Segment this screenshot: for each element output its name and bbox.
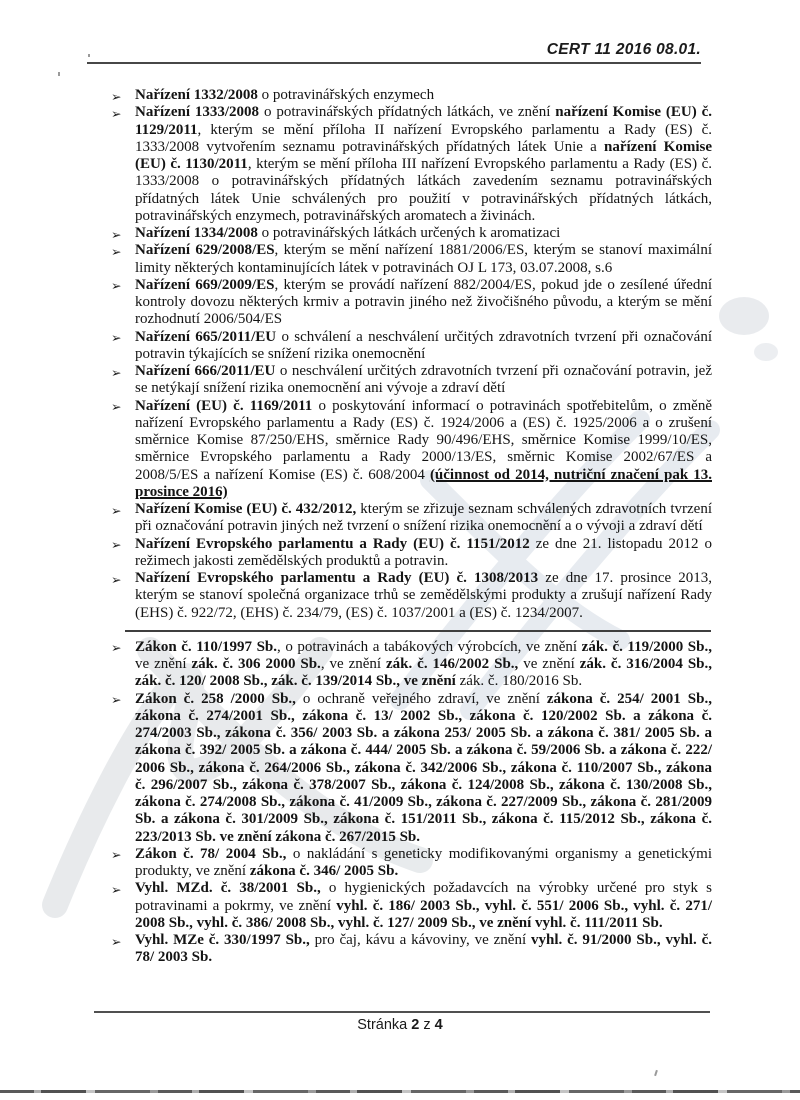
text-segment: Nařízení 666/2011/EU (135, 363, 276, 379)
text-segment: Nařízení 1333/2008 (135, 104, 260, 121)
list-item (100, 691, 712, 846)
text-segment: vyhl. č. 91/2000 Sb., vyhl. č. 78/ 2003 Sb. (135, 932, 713, 966)
text-segment: , kterým se provádí nařízení 882/2004/ES, pokud jde o zesílené úřední kontroly dovozu některých krmiv a potravin jiného než živočišného původu, a kterým se mění rozhodnutí 2006/504/ES (135, 276, 712, 328)
text-segment: Nařízení 669/2009/ES (135, 276, 275, 293)
bullet-arrow-icon: ➢ (111, 571, 122, 587)
section-eu-regulations (100, 87, 712, 622)
scan-speck (654, 1070, 658, 1076)
footer-rule (94, 1011, 710, 1013)
bullet-arrow-icon: ➢ (111, 330, 122, 345)
list-item-text (135, 639, 712, 690)
list-item (100, 536, 712, 571)
text-segment: ze dne 17. prosince 2013, kterým se stanoví společná organizace trhů se zemědělskými produkty a zrušují nařízení Rady (EHS) č. 922/72, (EHS) č. 234/79, (ES) č. 1037/2001 a (ES) č. 1234/2007. (135, 570, 712, 621)
list-item-text (135, 691, 712, 845)
list-item (100, 932, 712, 967)
list-item-text (135, 87, 434, 103)
list-item (100, 880, 712, 932)
list-item-text (135, 846, 712, 879)
bullet-arrow-icon: ➢ (111, 933, 122, 949)
section-national-laws (100, 639, 712, 967)
list-item (100, 242, 712, 277)
text-segment: vyhl. č. 186/ 2003 Sb., vyhl. č. 551/ 2006 Sb., vyhl. č. 271/ 2008 Sb., vyhl. č. 386/ 2008 Sb., vyhl. č. 127/ 2009 Sb., ve znění vyhl. č. 111/2011 Sb. (135, 897, 713, 931)
text-segment: zák. č. 306 2000 Sb. (191, 656, 321, 672)
text-segment: z (419, 1017, 435, 1033)
text-segment: (účinnost od 2014, nutriční značení pak 13. prosince 2016) (135, 466, 712, 500)
text-segment: Nařízení Evropského parlamentu a Rady (EU) č. 1308/2013 (135, 570, 539, 586)
text-segment: Stránka (357, 1017, 412, 1033)
text-segment: o potravinářských látkách určených k aromatizaci (257, 225, 561, 241)
text-segment: 2 (411, 1017, 420, 1033)
list-item (100, 846, 712, 881)
text-segment: nařízení Komise (EU) č. 1129/2011 (135, 104, 712, 138)
text-segment: ze dne 21. listopadu 2012 o režimech jakosti zemědělských produktů a potravin. (135, 535, 712, 569)
text-segment: Vyhl. MZe č. 330/1997 Sb., (135, 932, 310, 948)
text-segment: Nařízení 665/2011/EU (135, 328, 277, 345)
text-segment: pro čaj, kávu a kávoviny, ve znění (309, 932, 531, 948)
bullet-arrow-icon: ➢ (111, 278, 122, 294)
text-segment: , kterým se mění příloha II nařízení Evropského parlamentu a Rady (ES) č. 1333/2008 vytvořením seznamu potravinářských přídatných látek Unie a (135, 121, 712, 155)
text-segment: ve znění (135, 656, 192, 672)
list-item-text (135, 225, 560, 241)
text-segment: 4 (434, 1017, 443, 1033)
page-number-label (0, 1017, 800, 1033)
text-segment: o hygienických požadavcích na výrobky určené pro styk s potravinami a pokrmy, ve znění (135, 880, 712, 914)
text-segment: o nakládání s geneticky modifikovanými organismy a genetickými produkty, ve znění (135, 845, 712, 879)
bullet-arrow-icon: ➢ (111, 502, 122, 518)
text-segment: o potravinářských enzymech (257, 87, 435, 103)
scan-edge-artifact (0, 1090, 800, 1093)
text-segment: , kterým se mění nařízení 1881/2006/ES, kterým se stanoví maximální limity některých kontaminujících látek v potravinách OJ L 173, 03.07.2008, s.6 (135, 242, 712, 276)
document-code: CERT 11 2016 08.01. (546, 41, 701, 58)
list-item-text (135, 880, 712, 931)
text-segment: Zákon č. 258 /2000 Sb., (135, 690, 296, 707)
section-divider-rule (125, 630, 711, 632)
list-item-text (135, 277, 712, 328)
list-item-text (135, 242, 712, 275)
bullet-arrow-icon: ➢ (111, 364, 122, 380)
scan-speck (58, 72, 60, 76)
text-segment: zákona č. 346/ 2005 Sb. (249, 863, 399, 879)
list-item (100, 398, 712, 502)
text-segment: o ochraně veřejného zdraví, ve znění (295, 690, 547, 707)
text-segment: Nařízení 1332/2008 (135, 87, 258, 103)
text-segment: Nařízení 629/2008/ES (135, 242, 275, 259)
list-item-text (135, 536, 712, 569)
text-segment: nařízení Komise (EU) č. 1130/2011 (135, 138, 712, 172)
bullet-arrow-icon: ➢ (111, 399, 122, 414)
bullet-arrow-icon: ➢ (111, 226, 122, 242)
header-rule (87, 62, 701, 64)
text-segment: zák. č. 316/2004 Sb., zák. č. 120/ 2008 Sb., zák. č. 139/2014 Sb., ve znění (135, 656, 713, 690)
list-item (100, 570, 712, 622)
list-item (100, 277, 712, 329)
list-item (100, 639, 712, 691)
bullet-arrow-icon: ➢ (111, 88, 122, 104)
list-item (100, 329, 712, 364)
text-segment: Zákon č. 78/ 2004 Sb., (135, 845, 287, 862)
list-item-text (135, 398, 712, 500)
bullet-arrow-icon: ➢ (111, 243, 122, 259)
list-item-text (135, 501, 712, 534)
text-segment: ve znění (518, 656, 580, 672)
text-segment: Nařízení (EU) č. 1169/2011 (135, 397, 313, 414)
list-item-text (135, 932, 712, 965)
text-segment: , kterým se mění příloha III nařízení Evropského parlamentu a Rady (ES) č. 1333/2008 o potravinářských přídatných látkách zavedením seznamu potravinářských přídatných látek Unie schválených pro použití v potravinářských přídatných látkách, potravinářských enzymech, potravinářských aromatech a živinách. (135, 156, 712, 224)
list-item (100, 501, 712, 536)
scan-speck (88, 54, 90, 57)
text-segment: Zákon č. 110/1997 Sb. (135, 638, 278, 655)
list-item (100, 104, 712, 225)
text-segment: o potravinářských přídatných látkách, ve znění (259, 104, 556, 121)
text-segment: zák. č. 180/2016 Sb. (459, 673, 583, 690)
text-segment: zák. č. 119/2000 Sb., (581, 638, 712, 655)
text-segment: o schválení a neschválení určitých zdravotních tvrzení při označování potravin týkajících se snížení rizika onemocnění (135, 328, 713, 362)
list-item-text (135, 570, 712, 621)
text-segment: , ve znění (320, 656, 386, 672)
text-segment: kterým se zřizuje seznam schválených zdravotních tvrzení při označování potravin jiných než tvrzení o snížení rizika onemocnění a o vývoji a zdraví dětí (135, 501, 712, 535)
bullet-arrow-icon: ➢ (111, 692, 122, 707)
bullet-arrow-icon: ➢ (111, 105, 122, 121)
list-item-text (135, 104, 712, 224)
text-segment: zákona č. 254/ 2001 Sb., zákona č. 274/2001 Sb., zákona č. 13/ 2002 Sb., zákona č. 120/2002 Sb. a zákona č. 274/2003 Sb., zákona č. 356/ 2003 Sb. a zákona 253/ 2005 Sb. a zákona č. 381/ 2005 Sb. a zákona č. 392/ 2005 Sb. a zákona č. 444/ 2005 Sb. a zákona č. 59/2006 Sb. a zákona č. 222/ 2006 Sb., zákona č. 264/2006 Sb., zákona č. 342/2006 Sb., zákona č. 110/2007 Sb., zákona č. 296/2007 Sb., zákona č. 378/2007 Sb., zákona č. 124/2008 Sb., zákona č. 130/2008 Sb., zákona č. 274/2008 Sb., zákona č. 41/2009 Sb., zákona č. 227/2009 Sb., zákona č. 281/2009 Sb. a zákona č. 301/2009 Sb., zákona č. 151/2011 Sb., zákona č. 115/2012 Sb., zákona č. 223/2013 Sb. ve znění zákona č. 267/2015 Sb. (135, 690, 712, 845)
list-item (100, 87, 712, 104)
text-segment: o neschválení určitých zdravotních tvrzení při označování potravin, jež se netýkají snížení rizika onemocnění ani vývoje a zdraví dětí (135, 363, 712, 397)
bullet-arrow-icon: ➢ (111, 537, 122, 552)
document-body (100, 87, 712, 967)
list-item-text (135, 363, 712, 396)
text-segment: o poskytování informací o potravinách spotřebitelům, o změně nařízení Evropského parlamentu a Rady (ES) č. 1924/2006 a (ES) č. 1925/2006 a o zrušení směrnice Komise 87/250/EHS, směrnice Rady 90/496/EHS, směrnice Komise 1999/10/ES, směrnice Evropského parlamentu a Rady 2000/13/ES, směrnic Komise 2002/67/ES a 2008/5/ES a nařízení Komise (ES) č. 608/2004 (135, 397, 712, 483)
text-segment: zák. č. 146/2002 Sb., (386, 656, 519, 672)
list-item (100, 225, 712, 242)
text-segment: Nařízení 1334/2008 (135, 225, 258, 241)
list-item-text (135, 329, 712, 362)
bullet-arrow-icon: ➢ (111, 640, 122, 656)
list-item (100, 363, 712, 398)
text-segment: Nařízení Evropského parlamentu a Rady (EU) č. 1151/2012 (135, 535, 530, 552)
text-segment: Vyhl. MZd. č. 38/2001 Sb., (135, 880, 321, 897)
text-segment: Nařízení Komise (EU) č. 432/2012, (135, 501, 357, 517)
bullet-arrow-icon: ➢ (111, 847, 122, 863)
bullet-arrow-icon: ➢ (111, 881, 122, 897)
text-segment: , o potravinách a tabákových výrobcích, ve znění (277, 638, 582, 655)
